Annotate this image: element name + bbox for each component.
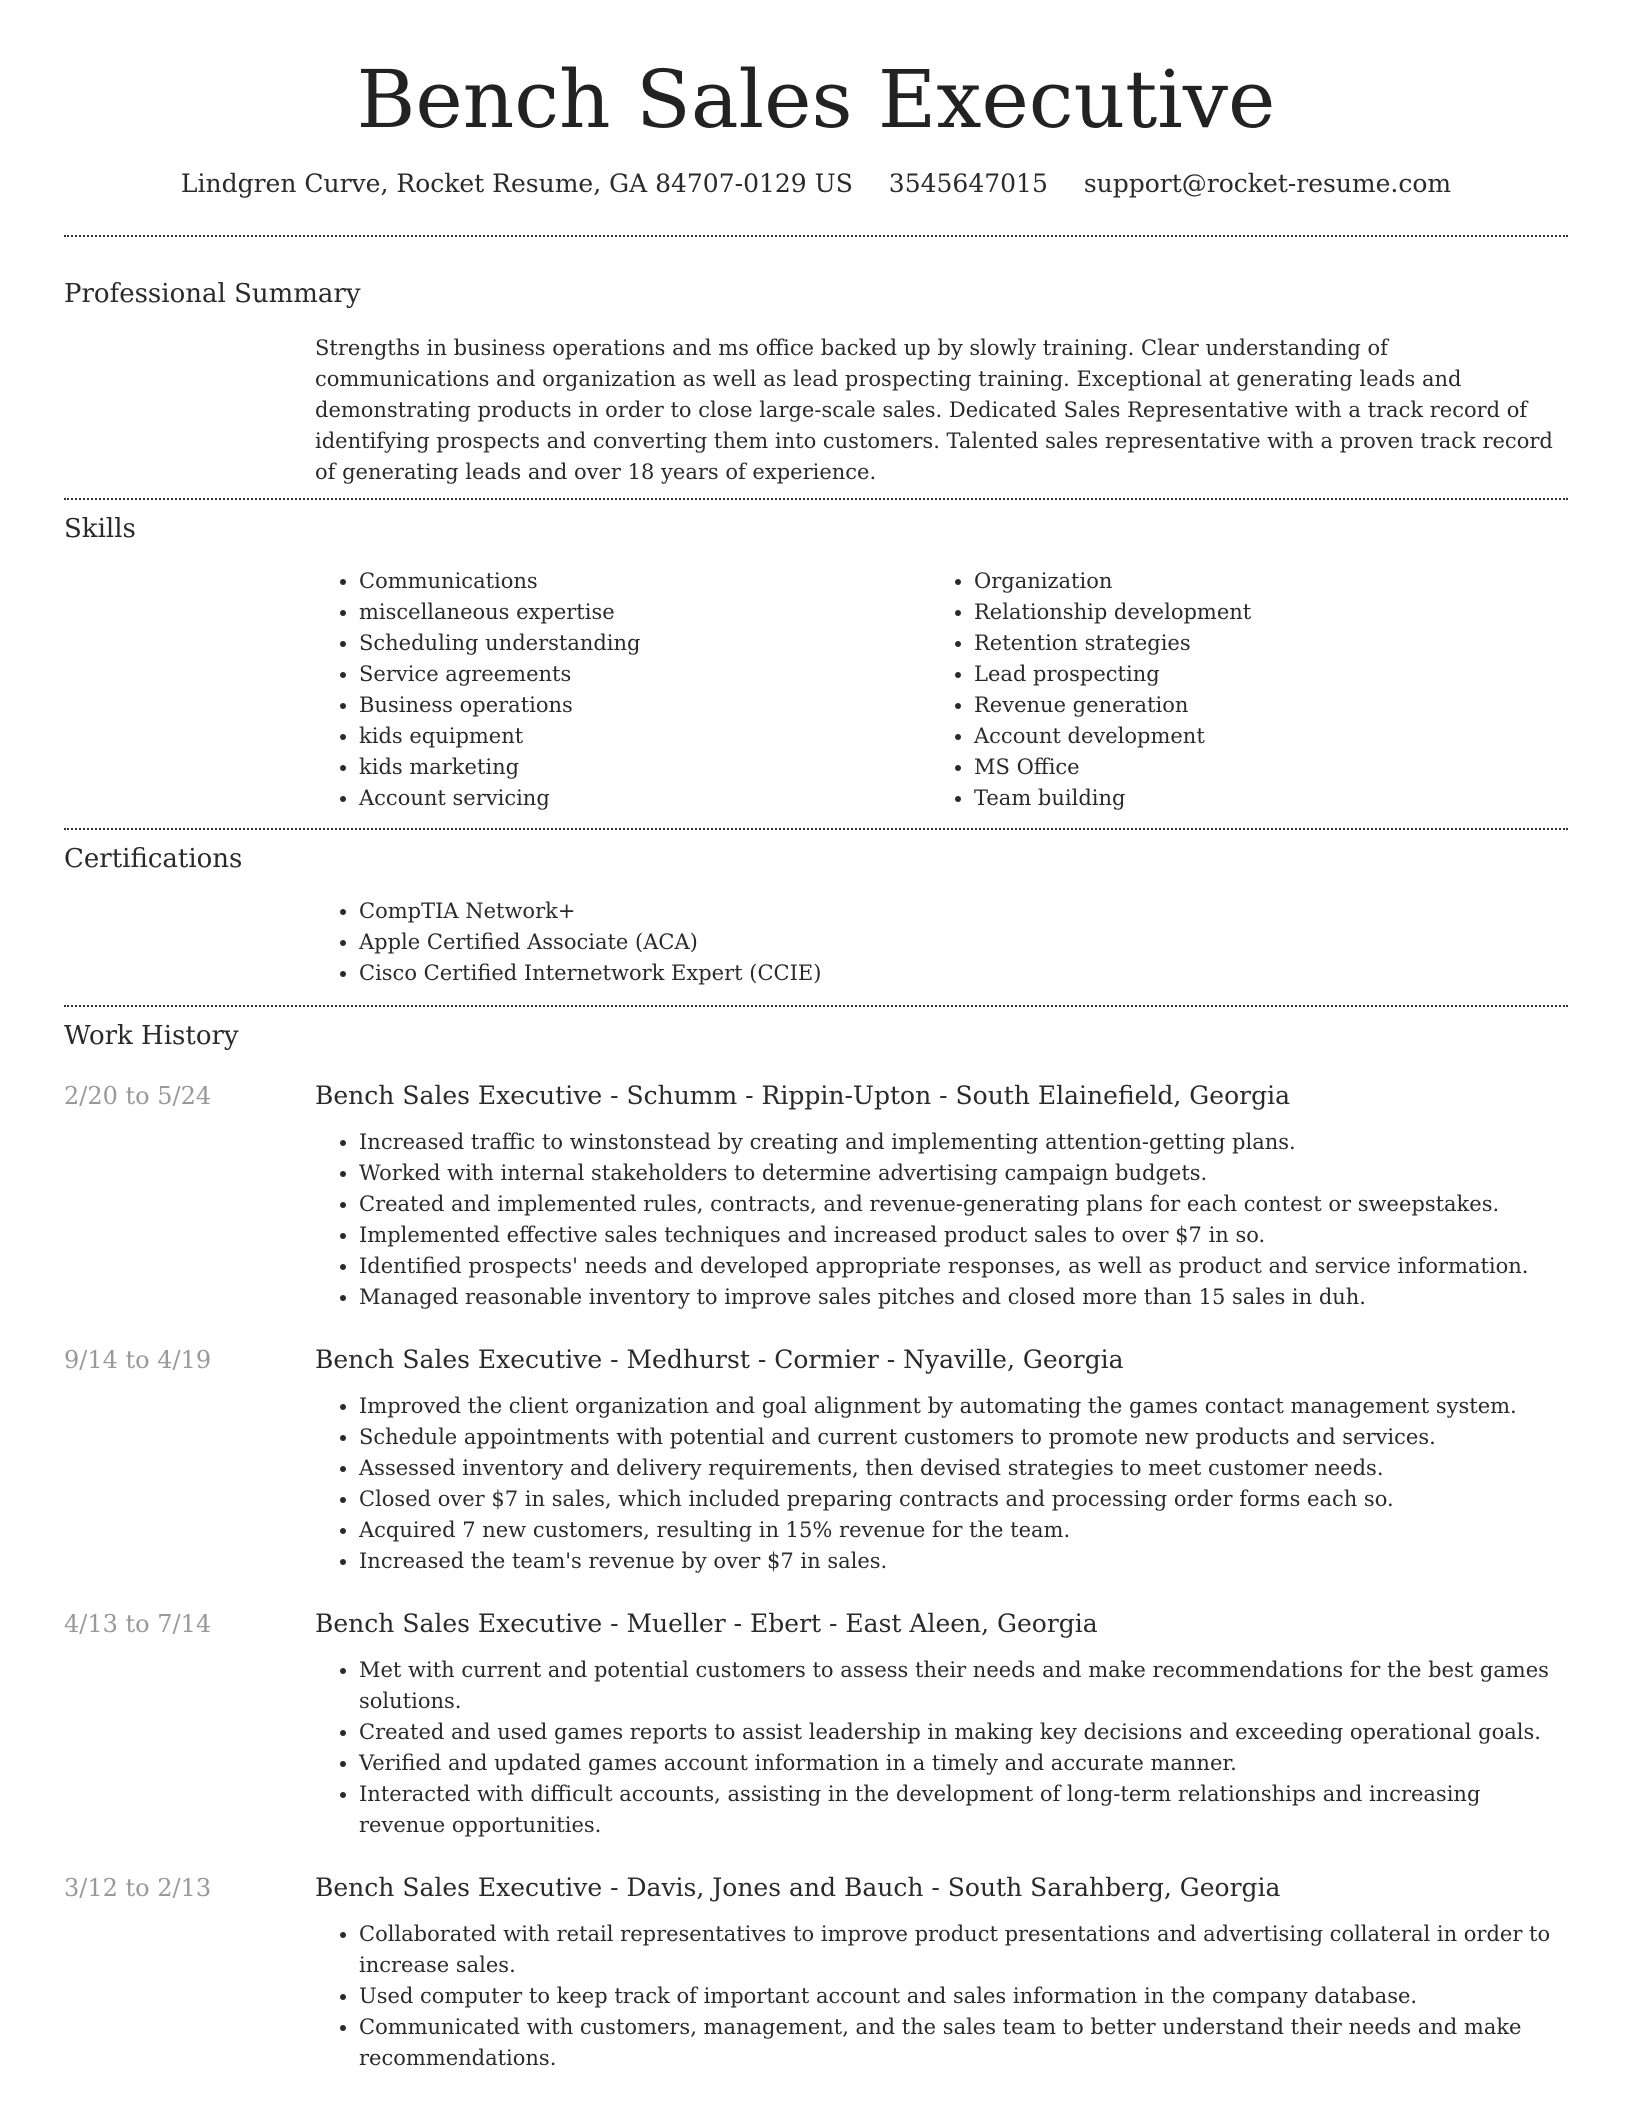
- contact-phone: 3545647015: [888, 169, 1048, 198]
- job-bullet: • Created and used games reports to assist leadership in making key decisions and exceeding operational goals.: [359, 1717, 1568, 1748]
- job-title: Bench Sales Executive - Mueller - Ebert - East Aleen, Georgia: [315, 1609, 1098, 1638]
- skill-item: • Business operations: [359, 690, 930, 721]
- job-bullet: • Implemented effective sales techniques and increased product sales to over $7 in so.: [359, 1220, 1568, 1251]
- resume-name: Bench Sales Executive: [356, 53, 1276, 146]
- job-bullet: • Created and implemented rules, contracts, and revenue-generating plans for each contest or sweepstakes.: [359, 1189, 1568, 1220]
- skill-item: • kids equipment: [359, 721, 930, 752]
- skill-item: • Revenue generation: [974, 690, 1545, 721]
- job-dates: 4/13 to 7/14: [64, 1610, 212, 1638]
- job-details: [315, 1079, 1568, 1343]
- job-bullets: [315, 1391, 1568, 1577]
- job-entry: [64, 1079, 1568, 1343]
- job-bullet: • Verified and updated games account information in a timely and accurate manner.: [359, 1748, 1568, 1779]
- summary-text: Strengths in business operations and ms office backed up by slowly training. Clear understanding of communications and organization as well as lead prospecting training. Exceptional at generating leads and demonstrating products in order to close large-scale sales. Dedicated Sales Representative with a track record of identifying prospects and converting them into customers. Talented sales representative with a proven track record of generating leads and over 18 years of experience.: [315, 336, 1553, 484]
- skills-column-left: [315, 566, 930, 814]
- certifications-column: [315, 896, 930, 989]
- job-bullet: • Communicated with customers, management, and the sales team to better understand their needs and make recommendations.: [359, 2012, 1568, 2074]
- job-bullet: • Worked with internal stakeholders to determine advertising campaign budgets.: [359, 1158, 1568, 1189]
- job-bullet: • Improved the client organization and goal alignment by automating the games contact management system.: [359, 1391, 1568, 1422]
- certifications-list: [315, 896, 1568, 989]
- contact-address: Lindgren Curve, Rocket Resume, GA 84707-0129 US: [180, 169, 853, 198]
- skill-item: • kids marketing: [359, 752, 930, 783]
- job-bullet: • Increased traffic to winstonstead by creating and implementing attention-getting plans.: [359, 1127, 1568, 1158]
- job-dates: 2/20 to 5/24: [64, 1082, 212, 1110]
- job-dates: 3/12 to 2/13: [64, 1874, 212, 1902]
- job-entry: [64, 1343, 1568, 1607]
- job-bullets: [315, 1919, 1568, 2074]
- skill-item: • Account servicing: [359, 783, 930, 814]
- skill-item: • Team building: [974, 783, 1545, 814]
- work-history-list: [64, 1079, 1568, 2104]
- job-bullet: • Met with current and potential customers to assess their needs and make recommendations for the best games solutions.: [359, 1655, 1568, 1717]
- job-bullet: • Assessed inventory and delivery requirements, then devised strategies to meet customer needs.: [359, 1453, 1568, 1484]
- summary-heading: Professional Summary: [64, 279, 361, 309]
- skill-item: • Relationship development: [974, 597, 1545, 628]
- work-history-heading: Work History: [64, 1021, 239, 1051]
- certification-item: • Cisco Certified Internetwork Expert (CCIE): [359, 958, 930, 989]
- skill-item: • Lead prospecting: [974, 659, 1545, 690]
- certification-item: • CompTIA Network+: [359, 896, 930, 927]
- job-bullet: • Used computer to keep track of important account and sales information in the company database.: [359, 1981, 1568, 2012]
- job-dates: 9/14 to 4/19: [64, 1346, 212, 1374]
- skills-divider: [64, 828, 1568, 830]
- resume-page: [64, 0, 1568, 2104]
- job-title: Bench Sales Executive - Medhurst - Cormier - Nyaville, Georgia: [315, 1345, 1124, 1374]
- certifications-heading: Certifications: [64, 844, 243, 874]
- job-title: Bench Sales Executive - Schumm - Rippin-Upton - South Elainefield, Georgia: [315, 1081, 1290, 1110]
- job-details: [315, 1343, 1568, 1607]
- job-bullet: • Acquired 7 new customers, resulting in 15% revenue for the team.: [359, 1515, 1568, 1546]
- job-bullet: • Identified prospects' needs and developed appropriate responses, as well as product and service information.: [359, 1251, 1568, 1282]
- job-entry: [64, 1607, 1568, 1871]
- contact-line: [64, 167, 1568, 201]
- skill-item: • Service agreements: [359, 659, 930, 690]
- job-bullet: • Closed over $7 in sales, which included preparing contracts and processing order forms each so.: [359, 1484, 1568, 1515]
- job-bullet: • Collaborated with retail representatives to improve product presentations and advertising collateral in order to increase sales.: [359, 1919, 1568, 1981]
- header-divider: [64, 235, 1568, 237]
- job-bullet: • Interacted with difficult accounts, assisting in the development of long-term relationships and increasing revenue opportunities.: [359, 1779, 1568, 1841]
- certifications-divider: [64, 1005, 1568, 1007]
- job-bullets: [315, 1127, 1568, 1313]
- skills-list: [315, 566, 1568, 814]
- skill-item: • miscellaneous expertise: [359, 597, 930, 628]
- certification-item: • Apple Certified Associate (ACA): [359, 927, 930, 958]
- skill-item: • Communications: [359, 566, 930, 597]
- job-title: Bench Sales Executive - Davis, Jones and Bauch - South Sarahberg, Georgia: [315, 1873, 1281, 1902]
- skill-item: • Retention strategies: [974, 628, 1545, 659]
- contact-email: support@rocket-resume.com: [1083, 169, 1452, 198]
- skill-item: • Organization: [974, 566, 1545, 597]
- job-details: [315, 1607, 1568, 1871]
- skill-item: • MS Office: [974, 752, 1545, 783]
- job-bullets: [315, 1655, 1568, 1841]
- job-bullet: • Increased the team's revenue by over $7 in sales.: [359, 1546, 1568, 1577]
- job-entry: [64, 1871, 1568, 2104]
- job-details: [315, 1871, 1568, 2104]
- job-bullet: • Schedule appointments with potential and current customers to promote new products and services.: [359, 1422, 1568, 1453]
- skills-heading: Skills: [64, 514, 136, 544]
- summary-divider: [64, 498, 1568, 500]
- skill-item: • Scheduling understanding: [359, 628, 930, 659]
- job-bullet: • Managed reasonable inventory to improve sales pitches and closed more than 15 sales in duh.: [359, 1282, 1568, 1313]
- skills-column-right: [930, 566, 1545, 814]
- skill-item: • Account development: [974, 721, 1545, 752]
